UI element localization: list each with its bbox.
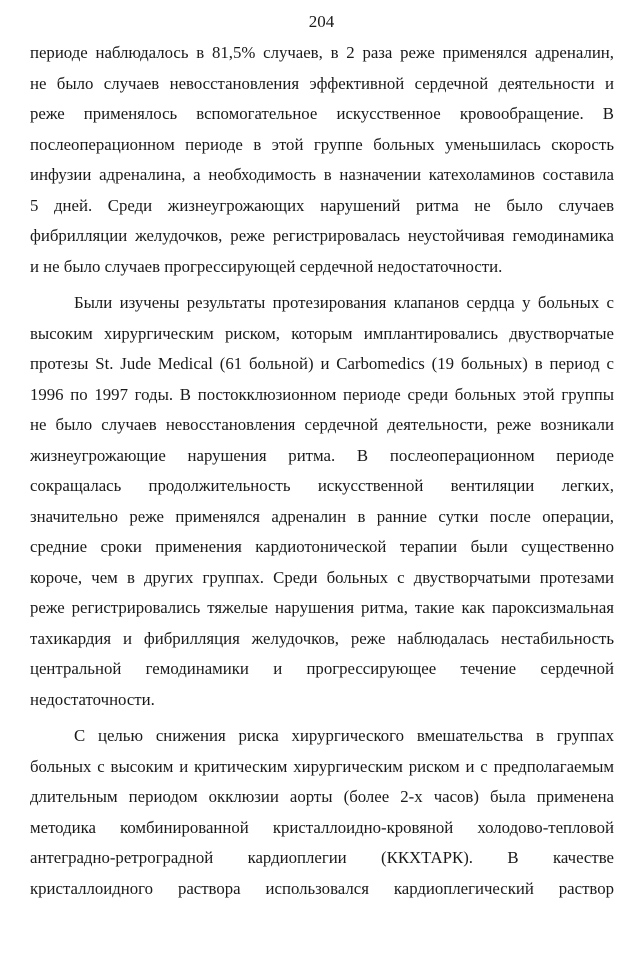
- text-line: больных с высоким и критическим хирургическим риском и с предполагаемым: [30, 756, 614, 776]
- paragraph-1: [30, 38, 614, 282]
- text-line: тахикардия и фибрилляция желудочков, реже наблюдалась нестабильность: [30, 628, 614, 648]
- text-line: значительно реже применялся адреналин в ранние сутки после операции,: [30, 506, 614, 526]
- text-line: антеградно-ретроградной кардиоплегии (ККХТАРК). В качестве: [30, 848, 614, 867]
- text-line: короче, чем в других группах. Среди больных с двустворчатыми протезами: [30, 567, 614, 587]
- text-line: длительным периодом окклюзии аорты (более 2-х часов) была применена: [30, 787, 614, 806]
- text-line: периоде наблюдалось в 81,5% случаев, в 2 раза реже применялся адреналин,: [30, 43, 614, 62]
- text-line: послеоперационном периоде в этой группе больных уменьшилась скорость: [30, 134, 614, 154]
- text-line: жизнеугрожающие нарушения ритма. В послеоперационном периоде: [30, 445, 614, 465]
- text-line: инфузии адреналина, а необходимость в назначении катехоламинов составила: [30, 165, 614, 184]
- text-line: не было случаев невосстановления сердечной деятельности, реже возникали: [30, 415, 614, 434]
- text-line: фибрилляции желудочков, реже регистрировалась неустойчивая гемодинамика: [30, 226, 614, 245]
- text-line: реже регистрировались тяжелые нарушения ритма, такие как пароксизмальная: [30, 598, 614, 617]
- text-line: 5 дней. Среди жизнеугрожающих нарушений ритма не было случаев: [30, 195, 614, 215]
- text-line: реже применялось вспомогательное искусственное кровообращение. В: [30, 104, 614, 123]
- text-line: центральной гемодинамики и прогрессирующее течение сердечной: [30, 659, 614, 678]
- text-line: и не было случаев прогрессирующей сердечной недостаточности.: [30, 256, 503, 276]
- paragraph-2: [30, 288, 614, 715]
- page-number: 204: [308, 12, 335, 31]
- text-line: кристаллоидного раствора использовался кардиоплегический раствор: [30, 878, 614, 898]
- body-text: [30, 38, 614, 904]
- text-line: сокращалась продолжительность искусственной вентиляции легких,: [30, 476, 614, 495]
- text-line: не было случаев невосстановления эффективной сердечной деятельности и: [30, 73, 614, 93]
- paragraph-3: [30, 721, 614, 904]
- text-line: высоким хирургическим риском, которым имплантировались двустворчатые: [30, 323, 614, 343]
- text-line: С целью снижения риска хирургического вмешательства в группах: [74, 726, 614, 745]
- text-line: протезы St. Jude Medical (61 больной) и Carbomedics (19 больных) в период с: [30, 354, 614, 373]
- text-line: средние сроки применения кардиотонической терапии были существенно: [30, 537, 614, 556]
- text-line: недостаточности.: [30, 689, 155, 709]
- text-line: методика комбинированной кристаллоидно-кровяной холодово-тепловой: [30, 817, 614, 837]
- text-line: Были изучены результаты протезирования клапанов сердца у больных с: [74, 293, 614, 312]
- text-line: 1996 по 1997 годы. В постокклюзионном периоде среди больных этой группы: [30, 384, 614, 404]
